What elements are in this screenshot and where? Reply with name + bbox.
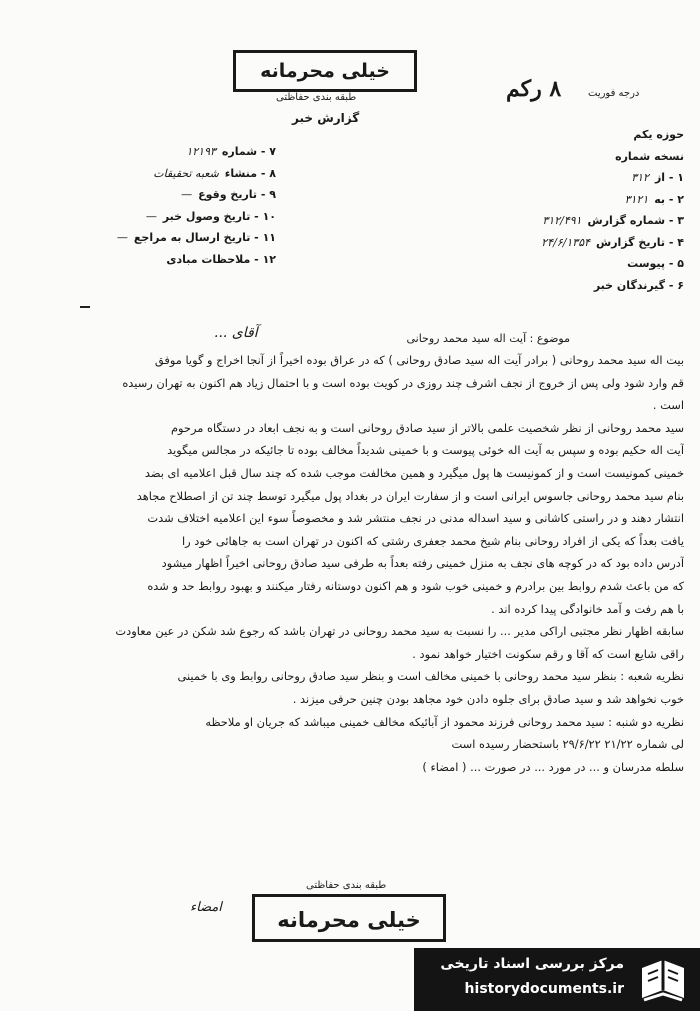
watermark-url: historydocuments.ir <box>464 981 624 997</box>
body-line: بنام سید محمد روحانی جاسوس ایرانی است و از سفارت ایران در بغداد پول میگیرد توسط چند تن از اصطلاح مجاهد <box>136 488 684 503</box>
right-field-row <box>412 146 684 168</box>
bottom-sub-classification: طبقه بندی حفاظتی <box>306 880 387 891</box>
left-field-value: — <box>145 209 157 223</box>
subject-line: موضوع : آیت اله سید محمد روحانی <box>406 332 570 345</box>
right-field-list <box>412 124 684 296</box>
watermark-banner <box>414 948 700 1011</box>
right-field-value: ۳۱۲۱ <box>624 192 649 206</box>
body-line: سلطه مدرسان و ... در مورد ... در صورت ... ( امضاء ) <box>422 759 684 774</box>
left-field-row <box>16 141 276 163</box>
body-line: است . <box>652 398 684 413</box>
right-field-row <box>412 232 684 254</box>
body-line: انتشار دهند و در راستی کاشانی و سید اسداله مدنی در نجف منتشر شد و مخصوصاً سوء این اعلامیه اختلاف شدت <box>147 511 684 526</box>
report-body <box>14 349 684 778</box>
subject-label: موضوع <box>536 332 570 345</box>
body-line: سابقه اظهار نظر مجتبی اراکی مدیر ... را نسبت به سید محمد روحانی در تهران باشد که رجوع شد شکن در عین معاودت <box>115 624 684 639</box>
right-field-label: حوزه یکم <box>633 128 684 141</box>
body-line: که من باعث شدم روابط بین برادرم و خمینی خوب شود و هم اکنون دوستانه رفتار میکنند و بهبود روابط حد و شده <box>147 578 684 593</box>
left-field-label: ۹ - تاریخ وقوع <box>198 188 276 201</box>
left-field-label: ۱۲ - ملاحظات مبادی <box>166 252 276 266</box>
body-line: با هم رفت و آمد خانوادگی پیدا کرده اند . <box>491 601 684 616</box>
body-line: آیت اله حکیم بوده و سپس به آیت اله خوئی پیوست و با خمینی شدیداً مخالف بوده تا جائیکه در مجالس میگوید <box>167 443 684 458</box>
signature: امضاء <box>190 900 222 915</box>
right-field-label: ۲ - به <box>654 192 684 206</box>
left-field-label: ۱۰ - تاریخ وصول خبر <box>162 209 276 223</box>
left-field-row <box>16 249 276 271</box>
left-field-row <box>16 184 276 206</box>
right-field-row <box>412 167 684 189</box>
left-field-row <box>16 206 276 228</box>
left-field-row <box>16 227 276 249</box>
body-line: خمینی کمونیست است و از کمونیست ها پول میگیرد و همین مخالفت موجب شده که چند سال قبل اعلامیه ای بضد <box>144 465 684 480</box>
left-field-row <box>16 163 276 185</box>
classification-stamp: خیلی محرمانه <box>233 50 417 92</box>
divider <box>80 306 90 308</box>
right-field-row <box>412 210 684 232</box>
handwritten-number: ۸ رکم <box>506 76 562 102</box>
right-field-value: ۳۱۲/۴۹۱ <box>542 214 582 227</box>
right-field-label: ۳ - شماره گزارش <box>587 214 684 227</box>
left-field-list <box>16 141 276 270</box>
right-field-row <box>412 275 684 297</box>
body-line: راقی شایع است که آقا و رقم سکونت اختیار خواهد نمود . <box>412 646 684 661</box>
right-field-label: نسخه شماره <box>615 149 684 163</box>
left-field-label: ۷ - شماره <box>221 145 276 158</box>
book-logo-icon <box>636 954 690 1006</box>
body-line: خوب نخواهد شد و سید صادق برای جلوه دادن خود مجاهد بودن چنین حرفی میزند . <box>292 691 684 706</box>
left-field-value: — <box>116 231 128 244</box>
right-field-row <box>412 253 684 275</box>
watermark-title: مرکز بررسی اسناد تاریخی <box>440 956 624 972</box>
right-field-row <box>412 124 684 146</box>
body-line: لی شماره ۲۱/۲۲ ۲۹/۶/۲۲ باستحضار رسیده است <box>451 737 684 752</box>
subject-text: آیت اله سید محمد روحانی <box>406 332 527 345</box>
body-line: آدرس داده بود که در کوچه های نجف به منزل خمینی رفته بعداً به طرفی سید صادق روحانی اخیراً اظهار میشود <box>161 556 684 571</box>
right-field-value: ۲۴/۶/۱۳۵۴ <box>541 235 591 249</box>
right-field-value: ۳۱۲ <box>631 171 649 184</box>
degree-label: درجه فوریت <box>588 88 640 99</box>
body-line: یافت بعداً که یکی از افراد روحانی بنام شیخ محمد جعفری رشتی که اکنون در تهران است به جاهائی خود را <box>181 533 684 548</box>
body-line: سید محمد روحانی از نظر شخصیت علمی بالاتر از سید صادق روحانی است و به نجف ابعاد در دستگاه مرحوم <box>171 420 684 435</box>
left-field-value: شعبه تحقیقات <box>153 166 219 180</box>
body-line: نظریه شعبه : بنظر سید محمد روحانی با خمینی مخالف است و بنظر سید صادق روحانی روابط وی با خمینی <box>177 669 684 684</box>
body-line: نظریه دو شنبه : سید محمد روحانی فرزند محمود از آبائیکه مخالف خمینی میباشد که جریان او ملاحظه <box>205 714 684 729</box>
right-field-label: ۴ - تاریخ گزارش <box>596 235 684 249</box>
sub-classification: طبقه بندی حفاظتی <box>276 92 357 103</box>
right-field-label: ۶ - گیرندگان خبر <box>593 278 684 292</box>
left-field-value: — <box>181 188 193 201</box>
body-line: بیت اله سید محمد روحانی ( برادر آیت اله سید صادق روحانی ) که در عراق بوده اخیراً از آنجا اخراج و گویا موفق <box>154 353 684 367</box>
left-field-value: ۱۲۱۹۳ <box>186 145 216 158</box>
body-line: قم وارد شود ولی پس از خروج از نجف اشرف چند روزی در کویت بوده است و با احتمال زیاد هم اکنون به تهران رسیده <box>122 375 684 390</box>
report-title: گزارش خبر <box>292 111 360 125</box>
right-field-label: ۱ - از <box>654 171 684 184</box>
left-field-label: ۸ - منشاء <box>224 166 276 180</box>
left-field-label: ۱۱ - تاریخ ارسال به مراجع <box>133 231 276 244</box>
bottom-classification-stamp: خیلی محرمانه <box>252 894 446 942</box>
subject-scrawl: آقای ... <box>214 325 258 341</box>
right-field-label: ۵ - پیوست <box>627 257 684 270</box>
right-field-row <box>412 189 684 211</box>
